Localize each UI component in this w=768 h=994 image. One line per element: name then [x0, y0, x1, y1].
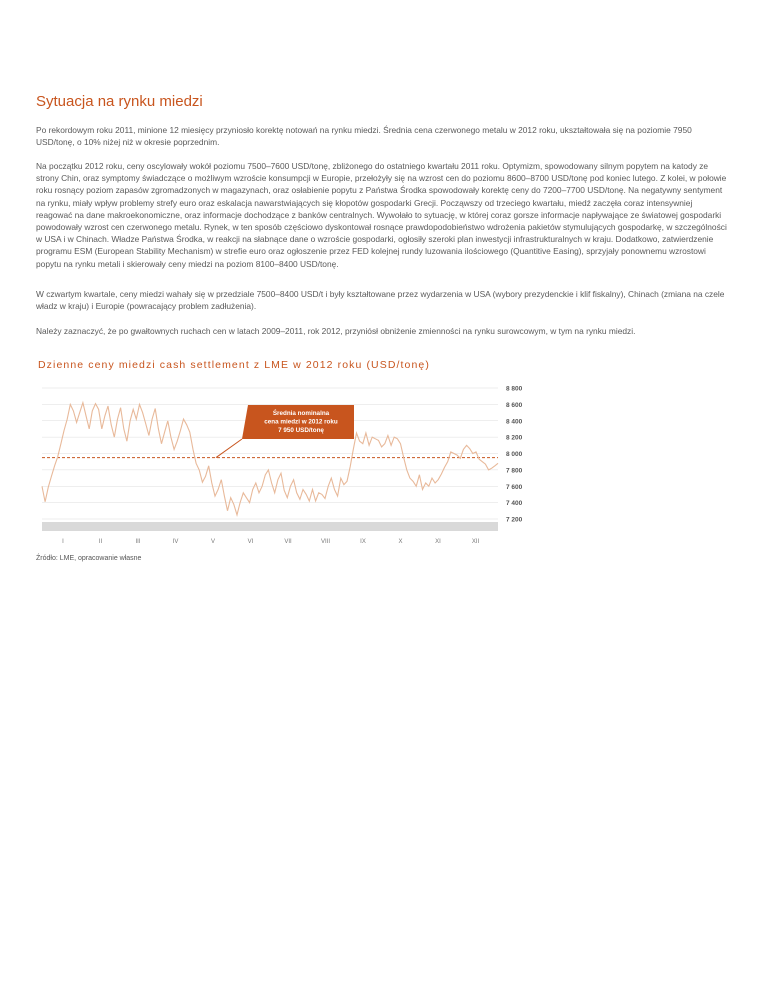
- x-tick-label: VI: [247, 539, 254, 545]
- y-axis-ticks: [506, 386, 523, 524]
- x-axis-ticks: [62, 539, 479, 545]
- x-axis-band: [42, 522, 498, 531]
- source-note: Źródło: LME, opracowanie własne: [36, 555, 142, 562]
- x-tick-label: X: [398, 539, 403, 545]
- y-tick-label: 7 200: [506, 516, 523, 524]
- y-tick-label: 8 800: [506, 385, 523, 393]
- y-tick-label: 7 800: [506, 467, 523, 475]
- callout-leader-line: [216, 439, 242, 458]
- x-tick-label: III: [135, 539, 141, 545]
- x-tick-label: V: [210, 539, 216, 545]
- x-tick-label: IV: [172, 539, 179, 545]
- paragraph-4: Należy zaznaczyć, że po gwałtownych ruchach cen w latach 2009–2011, rok 2012, przyniósł obniżenie zmienności na rynku surowcowym, w tym na rynku miedzi.: [36, 326, 636, 336]
- y-tick-label: 8 200: [506, 434, 523, 442]
- paragraph-2: Na początku 2012 roku, ceny oscylowały wokół poziomu 7500–7600 USD/tonę, zbliżonego do ostatniego kwartału 2011 roku. Optymizm, spowodowany silnym popytem na katody ze strony Chin, oraz symptomy świadczące o możliwym wzroście konsumpcji w Europie, przełożyły się na wzrost cen do poziomu 8600–8700 USD/tonę pod koniec lutego. Z kolei, w połowie roku rosnący poziom zapasów zgromadzonych w magazynach, oraz osłabienie popytu z Państwa Środka spowodowały korektę ceny do 7200–7700 USD/tonę. Na negatywny sentyment na rynku, miały wpływ problemy strefy euro oraz eskalacja nawarstwiających się kłopotów gospodarki Grecji. Począwszy od trzeciego kwartału, miedź zaczęła coraz intensywniej reagować na dane makroekonomiczne, oraz informacje dochodzące z banków centralnych. Wywołało to sytuację, w której coraz gorsze informacje napływające ze światowej gospodarki powodowały wzrost cen czerwonego metalu. Rynek, w ten sposób częściowo dyskontował rosnące prawdopodobieństwo wdrożenia pakietów stymulujących gospodarkę, w szczególności w USA i w Chinach. Władze Państwa Środka, w reakcji na słabnące dane o wzroście gospodarki, ogłosiły szeroki plan inwestycji infrastrukturalnych w kraju. Dodatkowo, zatwierdzenie programu ESM (European Stability Mechanism) w strefie euro oraz ogłoszenie przez FED kolejnej rundy luzowania ilościowego (Quantitive Easing), sprzyjały ponownemu wzrostowi popytu na rynku metali i skierowały ceny miedzi na poziom 8100–8400 USD/tonę.: [36, 161, 727, 269]
- callout-text: Średnia nominalna cena miedzi w 2012 roku 7 950 USD/tonę: [264, 410, 338, 434]
- paragraph-3: W czwartym kwartale, ceny miedzi wahały się w przedziale 7500–8400 USD/t i były kształtowane przez wydarzenia w USA (wybory prezydenckie i klif fiskalny), Chinach (zmiana na czele władz w kraju) i Europie (powracający problem zadłużenia).: [36, 289, 725, 312]
- section-title: Sytuacja na rynku miedzi: [36, 93, 203, 110]
- y-tick-label: 7 400: [506, 500, 523, 508]
- x-tick-label: XI: [435, 539, 441, 545]
- chart-title: Dzienne ceny miedzi cash settlement z LME w 2012 roku (USD/tonę): [38, 359, 430, 371]
- paragraph-1: Po rekordowym roku 2011, minione 12 miesięcy przyniosło korektę notowań na rynku miedzi. Średnia cena czerwonego metalu w 2012 roku, ukształtowała się na poziomie 7950 USD/tonę, o 10% niżej niż w okresie poprzednim.: [36, 125, 692, 148]
- x-tick-label: VIII: [320, 539, 331, 545]
- x-tick-label: I: [62, 539, 64, 545]
- copper-price-chart: [36, 378, 536, 553]
- x-tick-label: XII: [471, 539, 480, 545]
- x-tick-label: IX: [360, 539, 366, 545]
- y-tick-label: 8 600: [506, 401, 523, 409]
- y-tick-label: 8 400: [506, 418, 523, 426]
- y-tick-label: 8 000: [506, 451, 523, 458]
- average-price-callout: [216, 405, 354, 458]
- x-tick-label: II: [98, 539, 103, 545]
- x-tick-label: VII: [284, 539, 292, 545]
- y-tick-label: 7 600: [506, 483, 523, 491]
